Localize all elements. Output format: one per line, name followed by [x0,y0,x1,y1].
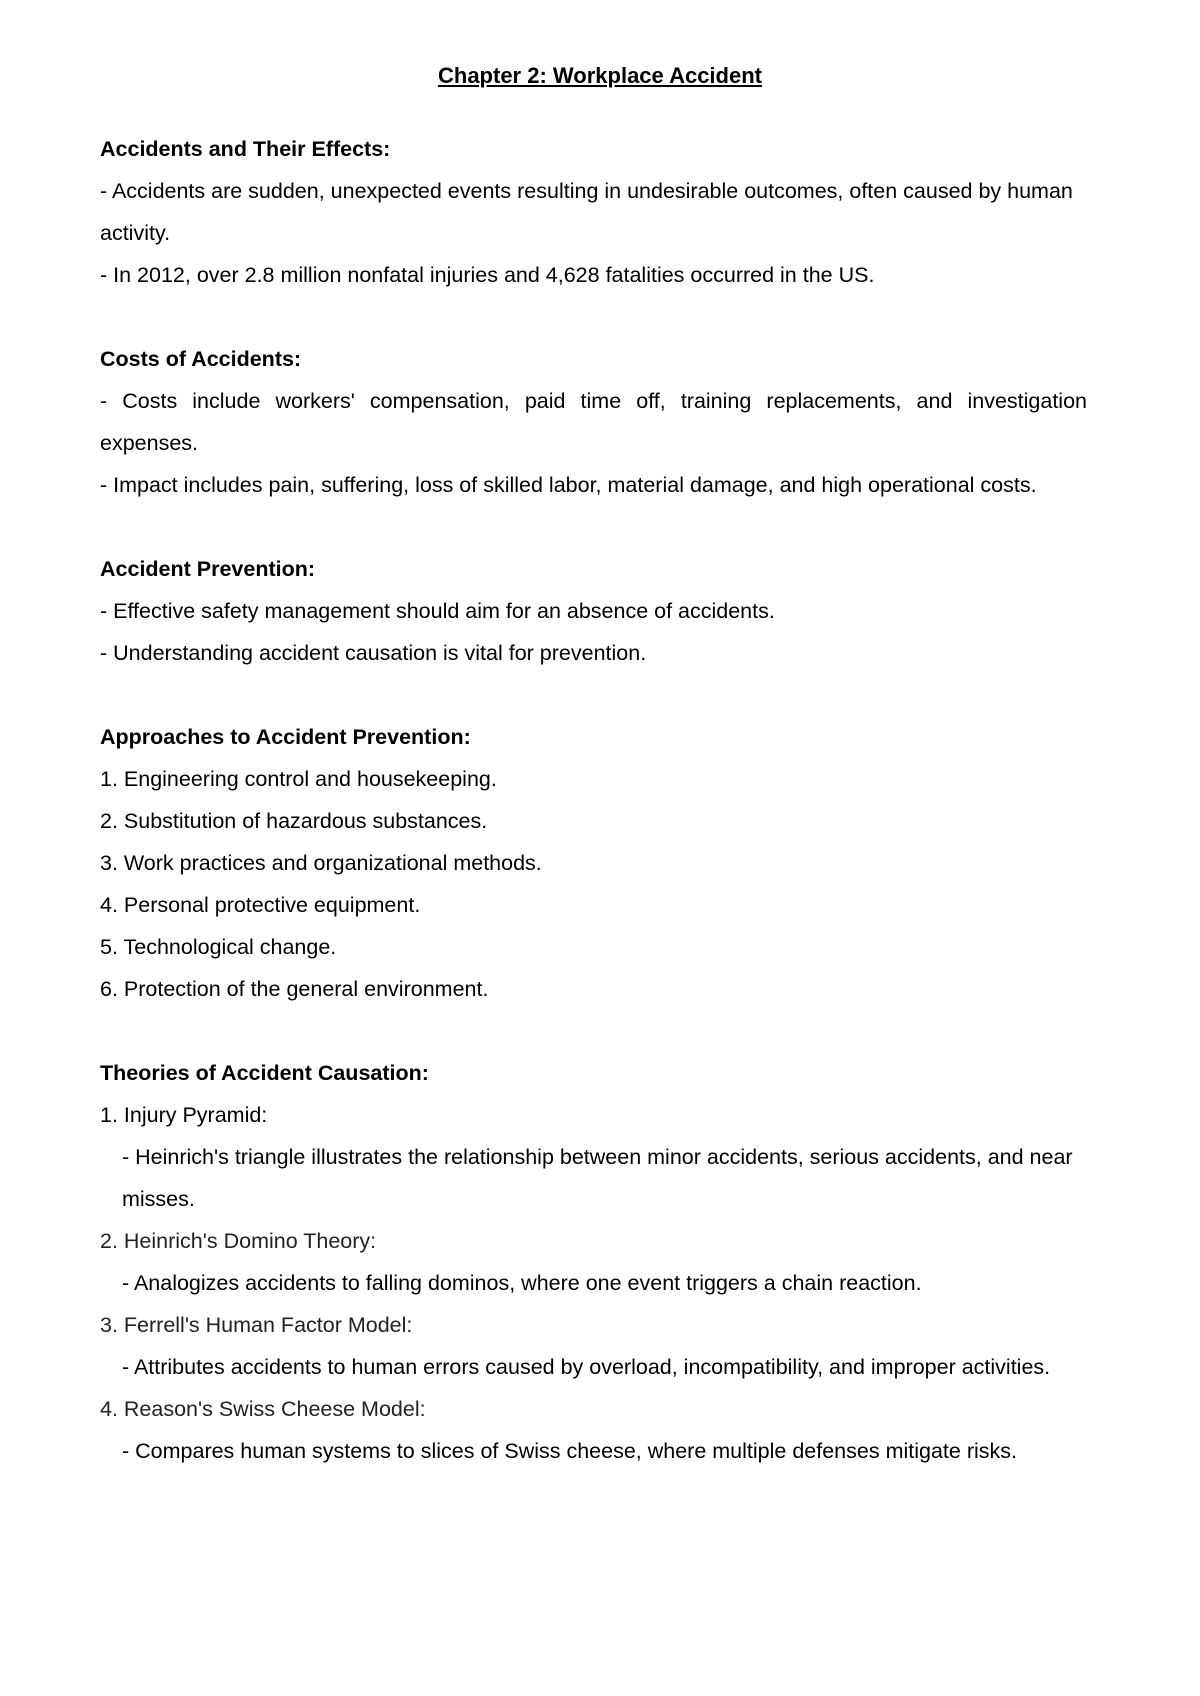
section-heading: Accident Prevention: [100,557,316,581]
section-theories [100,1052,1087,1472]
page-title: Chapter 2: Workplace Accident [438,63,762,88]
section-approaches [100,716,1087,1010]
list-item: 1. Engineering control and housekeeping. [100,767,497,791]
theory-name: 3. Ferrell's Human Factor Model: [100,1313,413,1337]
theory-name: 1. Injury Pyramid: [100,1103,268,1127]
theory-description: - Attributes accidents to human errors caused by overload, incompatibility, and improper activities. [122,1355,1051,1379]
paragraph-line: - In 2012, over 2.8 million nonfatal injuries and 4,628 fatalities occurred in the US. [100,263,875,287]
section-prevention [100,548,1087,674]
theory-name: 2. Heinrich's Domino Theory: [100,1229,377,1253]
theory-name: 4. Reason's Swiss Cheese Model: [100,1397,426,1421]
spacer [100,506,1087,548]
spacer [100,296,1087,338]
list-item: 3. Work practices and organizational methods. [100,851,542,875]
section-heading: Approaches to Accident Prevention: [100,725,471,749]
paragraph-line: - Costs include workers' compensation, paid time off, training replacements, and investigation expenses. [100,389,1087,455]
section-heading: Theories of Accident Causation: [100,1061,429,1085]
section-effects [100,128,1087,296]
list-item: 6. Protection of the general environment. [100,977,489,1001]
theory-description: - Heinrich's triangle illustrates the relationship between minor accidents, serious accidents, and near misses. [122,1145,1073,1211]
paragraph-line: - Effective safety management should aim for an absence of accidents. [100,599,775,623]
theory-description: - Analogizes accidents to falling dominos, where one event triggers a chain reaction. [122,1271,922,1295]
list-item: 4. Personal protective equipment. [100,893,421,917]
list-item: 2. Substitution of hazardous substances. [100,809,488,833]
paragraph-line: - Impact includes pain, suffering, loss of skilled labor, material damage, and high operational costs. [100,473,1037,497]
paragraph-line: - Accidents are sudden, unexpected events resulting in undesirable outcomes, often caused by human activity. [100,179,1073,245]
document-body [100,128,1087,1472]
section-heading: Accidents and Their Effects: [100,137,391,161]
spacer [100,1010,1087,1052]
spacer [100,674,1087,716]
section-heading: Costs of Accidents: [100,347,302,371]
theory-description: - Compares human systems to slices of Swiss cheese, where multiple defenses mitigate risks. [122,1439,1017,1463]
section-costs [100,338,1087,506]
list-item: 5. Technological change. [100,935,337,959]
paragraph-line: - Understanding accident causation is vital for prevention. [100,641,647,665]
